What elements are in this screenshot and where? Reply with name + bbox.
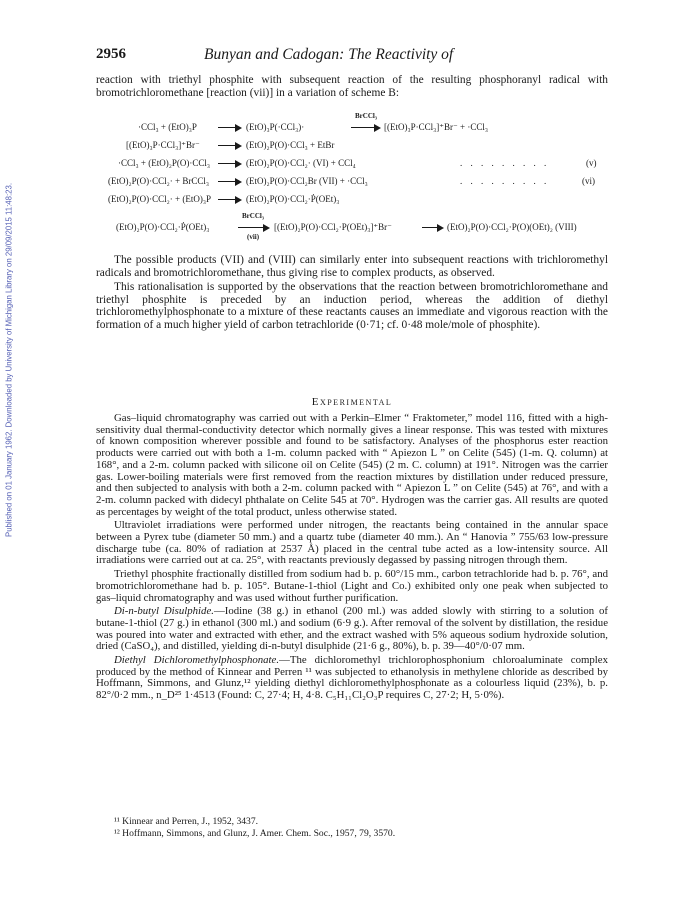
leader-dots: . . . . . . . . . <box>460 158 550 168</box>
scheme-line-3 <box>108 158 613 172</box>
scheme-products: [(EtO)₃P·CCl₃]⁺Br⁻ + ·CCl₃ <box>384 122 488 132</box>
discussion-paragraph: The possible products (VII) and (VIII) can similarly enter into subsequent reactions with trichloromethyl radicals and bromotrichloromethane, thus giving rise to complex products, as observed. <box>96 254 608 279</box>
scheme-products: (EtO)₂P(O)·CCl₂·Ṗ(OEt)₃ <box>246 194 340 204</box>
section-heading: Experimental <box>311 396 393 408</box>
reaction-arrow <box>218 196 242 204</box>
download-watermark <box>4 80 14 640</box>
download-watermark-text: Published on 01 January 1962. Downloaded by University of Michigan Library on 29/09/2015 11:48:23. <box>4 183 14 537</box>
experimental-paragraph: Gas–liquid chromatography was carried out with a Perkin–Elmer “ Fraktometer,” model 116, fitted with a high-sensitivity dual thermal-conductivity detector which normally gives a linear response. This was tested with mixtures of known composition wherever possible and found to be satisfactory. Analyses of the phosphorus ester reaction products were carried out with both a 1-m. column packed with “ Apiezon L ” on Celite (545) (1-m. Q. column) at 168°, and a 2-m. column packed with silicone oil on Celite (545) (2 m. C. column) at 191°. Nitrogen was the carrier gas. Lower-boiling materials were first removed from the reaction mixtures by distillation under reduced pressure, and then subjected to analysis with both a 2-m. column packed with “ Apiezon L ” on Celite (545) at 76°, and with a 2-m. column packed with didecyl phthalate on Celite 545 at 70°. Hydrogen was the carrier gas. All results are quoted as percentages by weight of the total product, unless otherwise stated. <box>96 412 608 518</box>
reaction-arrow <box>218 160 242 168</box>
footnote: ¹¹ Kinnear and Perren, J., 1952, 3437. <box>114 816 259 827</box>
reaction-arrow <box>218 178 242 186</box>
scheme-products: (EtO)₂P(O)·CCl₃ + EtBr <box>246 140 335 150</box>
scheme-line-2 <box>108 140 613 154</box>
scheme-reactants: ·CCl₃ + (EtO)₂P(O)·CCl₃ <box>118 158 210 168</box>
scheme-line-5 <box>108 194 613 208</box>
subsection-title: Diethyl Dichloromethylphosphonate. <box>114 654 280 667</box>
scheme-reactants: ·CCl₃ + (EtO)₃P <box>138 122 197 132</box>
experimental-paragraph: Ultraviolet irradiations were performed under nitrogen, the reactants being contained in the annular space between a Pyrex tube (diameter 50 mm.) and a quartz tube (diameter 40 mm.). An “ Hanovia ” 755/63 low-pressure discharge tube (ca. 80% of radiation at 2537 Å) placed in the central tube acted as a low-intensity source. All irradiations were carried out at ca. 25°, with reactants previously degassed by passing nitrogen through them. <box>96 519 608 567</box>
footnote: ¹² Hoffmann, Simmons, and Glunz, J. Amer. Chem. Soc., 1957, 79, 3570. <box>114 828 396 839</box>
page-header <box>96 46 606 66</box>
scheme-reactants: (EtO)₂P(O)·CCl₂·Ṗ(OEt)₃ <box>116 222 210 232</box>
scheme-reactants: (EtO)₂P(O)·CCl₂· + (EtO)₃P <box>108 194 211 204</box>
scheme-line-4 <box>108 176 613 190</box>
reaction-scheme <box>108 112 613 272</box>
leader-dots: . . . . . . . . . <box>460 176 550 186</box>
scheme-intermediate: [(EtO)₂P(O)·CCl₂·P(OEt)₃]⁺Br⁻ <box>274 222 392 232</box>
discussion <box>96 254 608 334</box>
arrow-reagent: BrCCl₃ <box>355 112 377 120</box>
scheme-reactants: (EtO)₂P(O)·CCl₂· + BrCCl₃ <box>108 176 209 186</box>
experimental-paragraph: Triethyl phosphite fractionally distilled from sodium had b. p. 60°/15 mm., carbon tetrachloride had b. p. 76°, and bromotrichloromethane had b. p. 105°. Butane-1-thiol (Light and Co.) exhibited only one peak when subjected to gas–liquid chromatography and was used without further purification. <box>96 568 608 604</box>
reaction-arrow <box>238 224 270 232</box>
experimental-paragraph: Di-n-butyl Disulphide.—Iodine (38 g.) in ethanol (200 ml.) was added slowly with stirring to a solution of butane-1-thiol (27 g.) in ethanol (300 ml.) and sodium (6·9 g.). After removal of the solvent by distillation, the residue was poured into water and extracted with ether, and the extract washed with 5% aqueous sodium hydroxide solution, dried (CaSO₄), and distilled, yielding di-n-butyl disulphide (21·6 g., 80%), b. p. 39—40°/0·07 mm. <box>96 605 609 653</box>
reaction-number: (vi) <box>582 176 595 186</box>
experimental-paragraph: Diethyl Dichloromethylphosphonate.—The dichloromethyl trichlorophosphonium chloroaluminate complex produced by the method of Kinnear and Perren ¹¹ was subjected to ethanolysis in methylene chloride as described by Hoffmann, Simmons, and Glunz,¹² yielding diethyl dichloromethylphosphonate as a colourless liquid (23%), b. p. 82°/0·2 mm., n_D²⁵ 1·4513 (Found: C, 27·4; H, 4·8. C₅H₁₁Cl₂O₃P requires C, 27·2; H, 5·0%). <box>96 654 608 702</box>
experimental-section <box>96 413 608 704</box>
scheme-reactants: [(EtO)₃P·CCl₃]⁺Br⁻ <box>126 140 200 150</box>
scheme-products: (EtO)₂P(O)·CCl₂·P(O)(OEt)₂ (VIII) <box>447 222 577 232</box>
arrow-label: (vii) <box>247 233 260 241</box>
scheme-products: (EtO)₂P(O)·CCl₂Br (VII) + ·CCl₃ <box>246 176 368 186</box>
page-number: 2956 <box>96 46 126 62</box>
reaction-arrow <box>218 142 242 150</box>
reaction-arrow <box>218 124 242 132</box>
reaction-arrow <box>351 124 381 132</box>
running-head: Bunyan and Cadogan: The Reactivity of <box>204 46 454 63</box>
intro-text: reaction with triethyl phosphite with subsequent reaction of the resulting phosphoranyl radical with bromotrichloromethane [reaction (vii)] in a variation of scheme B: <box>96 74 608 99</box>
intro-paragraph <box>96 74 608 101</box>
scheme-intermediate: (EtO)₃P(·CCl₃)· <box>246 122 305 132</box>
reaction-arrow <box>422 224 444 232</box>
scheme-line-6 <box>108 212 613 242</box>
discussion-paragraph: This rationalisation is supported by the observations that the reaction between bromotrichloromethane and triethyl phosphite is preceded by an induction period, whereas the addition of diethyl trichloromethylphosphonate to a mixture of these reactants causes an immediate and vigorous reaction with the formation of a much higher yield of carbon tetrachloride (0·71; cf. 0·48 mole/mole of phosphite). <box>96 281 608 331</box>
scheme-line-1 <box>108 112 613 136</box>
subsection-title: Di-n-butyl Disulphide. <box>114 605 214 618</box>
footnotes <box>114 816 594 840</box>
scheme-products: (EtO)₂P(O)·CCl₂· (VI) + CCl₄ <box>246 158 356 168</box>
arrow-reagent: BrCCl₃ <box>242 212 264 220</box>
reaction-number: (v) <box>586 158 597 168</box>
